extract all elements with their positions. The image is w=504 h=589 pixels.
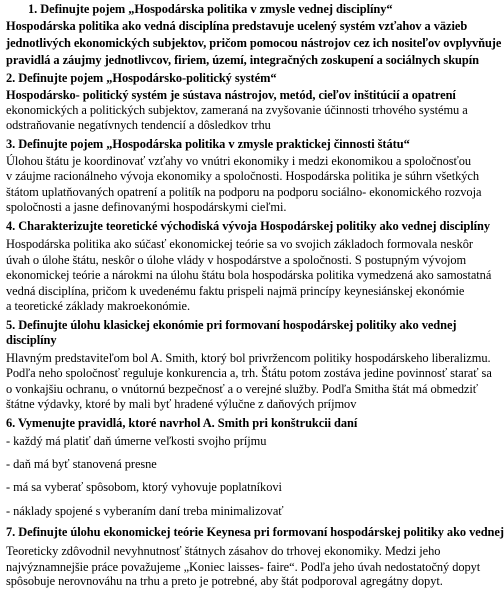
section-5-text-line: Hlavným predstaviteľom bol A. Smith, ktorý bol privržencom politiky hospodárskeho liberalizmu.: [6, 351, 491, 365]
section-3-heading: 3. Definujte pojem „Hospodárska politika v zmysle praktickej činnosti štátu“: [6, 137, 410, 151]
section-2-text-line: [6, 88, 456, 103]
section-1-heading: 1. Definujte pojem „Hospodárska politika v zmysle vednej disciplíny“: [28, 2, 393, 16]
section-6-list-item: - každý má platiť daň úmerne veľkosti svojho príjmu: [6, 434, 267, 448]
section-2-text-line: ekonomických a politických subjektov, zameraná na zvyšovanie účinnosti trhového systému a: [6, 103, 468, 117]
section-6-list-item: - má sa vyberať spôsobom, ktorý vyhovuje poplatníkovi: [6, 480, 282, 494]
section-1-text-line: pravidlá a záujmy jednotlivcov, firiem, území, integračných zoskupení a sociálnych skupín: [6, 53, 479, 67]
section-4-text-line: a teoretické základy makroekonómie.: [6, 299, 191, 313]
section-3-text-line: Úlohou štátu je koordinovať vzťahy vo vnútri ekonomiky i medzi ekonomikou a spoločnosťou: [6, 154, 472, 168]
section-5-heading: 5. Definujte úlohu klasickej ekonómie pri formovaní hospodárskej politiky ako vednej: [6, 318, 457, 332]
section-7-text-line: najvýznamnejšie práce považujeme „Koniec laisses- faire“. Podľa jeho úvah nedostatočný dopyt: [6, 560, 481, 574]
section-4-heading: 4. Charakterizujte teoretické východiská vývoja Hospodárskej politiky ako vednej disciplíny: [6, 219, 490, 233]
section-4-text-line: úvah o úlohe štátu, neskôr o úlohe vlády v hospodárstve a spoločnosti. S postupným vývojom: [6, 253, 467, 267]
section-1-text-line: jednotlivých ekonomických subjektov, pričom pomocou nástrojov cez ich nositeľov ovplyvňuje: [6, 36, 502, 50]
section-5-text-line: o vonkajšiu ochranu, o vnútornú bezpečnosť a o verejné služby. Podľa Smitha štát má obmedziť: [6, 382, 479, 396]
section-2-emphasis: Hospodársko- politický systém je sústava nástrojov, metód, cieľov inštitúcií a opatrení: [6, 88, 456, 102]
section-3-text-line: v záujme racionálneho vývoja ekonomiky a spoločnosti. Hospodárska politika je súhrn všetkých: [6, 169, 480, 183]
section-7-text-line: spôsobuje nerovnováhu na trhu a preto je potrebné, aby štát podporoval agregátny dopyt.: [6, 574, 443, 588]
section-3-text-line: spoločnosti a jasne definovanými hospodárskymi cieľmi.: [6, 200, 287, 214]
section-7-heading: 7. Definujte úlohu ekonomickej teórie Keynesa pri formovaní hospodárskej politiky ako vednej: [6, 525, 504, 539]
section-1-text-line: Hospodárska politika ako vedná disciplína predstavuje ucelený systém vzťahov a väzieb: [6, 19, 468, 33]
section-6-heading: 6. Vymenujte pravidlá, ktoré navrhol A. Smith pri konštrukcii daní: [6, 416, 358, 430]
section-4-text-line: ekonomickej teórie a nárokmi na úlohu štátu bola hospodárska politika vymedzená ako samostatná: [6, 268, 492, 282]
section-6-list-item: - daň má byť stanovená presne: [6, 457, 157, 471]
section-6-list-item: - náklady spojené s vyberaním daní treba minimalizovať: [6, 504, 284, 518]
section-5-text-line: štátne výdavky, ktoré by mali byť hradené výlučne z daňových príjmov: [6, 397, 357, 411]
section-2-heading: 2. Definujte pojem „Hospodársko-politický systém“: [6, 71, 277, 85]
section-2-text-line: odstraňovanie negatívnych tendencií a dôsledkov trhu: [6, 118, 271, 132]
section-5-text-line: Podľa neho spoločnosť reguluje konkurencia a, trh. Štátu potom zostáva jedine povinnosť starať sa: [6, 366, 492, 380]
section-5-heading-continued: disciplíny: [6, 333, 57, 347]
section-7-text-line: Teoreticky zdôvodnil nevyhnutnosť štátnych zásahov do trhovej ekonomiky. Medzi jeho: [6, 544, 441, 558]
section-4-text-line: Hospodárska politika ako súčasť ekonomickej teórie sa vo svojich základoch formovala neskôr: [6, 237, 473, 251]
section-3-text-line: štátom uplatňovaných opatrení a politík na podporu na podporu sociálno- ekonomického rozvoja: [6, 185, 482, 199]
section-4-text-line: vedná disciplína, pričom k uvedenému faktu prispeli najmä princípy keynesiánskej ekonómie: [6, 284, 465, 298]
